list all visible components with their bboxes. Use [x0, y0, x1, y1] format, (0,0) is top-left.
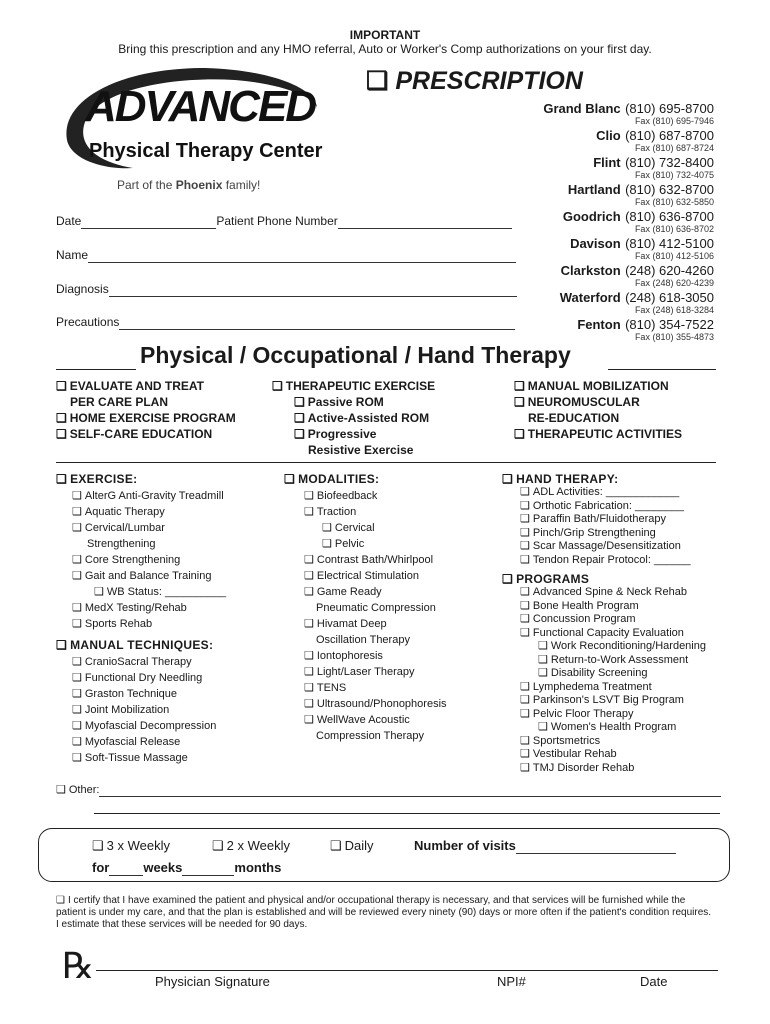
modality-item-continued: Oscillation Therapy — [316, 634, 410, 646]
manual-item[interactable]: ❑ Myofascial Release — [72, 734, 226, 750]
program-item[interactable]: ❑ Concussion Program — [520, 613, 706, 627]
therapeutic-exercise-option[interactable]: ❑ THERAPEUTIC EXERCISE — [272, 378, 435, 394]
name-row — [56, 248, 516, 263]
manual-item[interactable]: ❑ Functional Dry Needling — [72, 670, 226, 686]
physician-signature-field[interactable] — [96, 950, 496, 970]
location-item: Fenton (810) 354-7522 Fax (810) 355-4873 — [577, 317, 714, 342]
logo-tagline: Part of the Phoenix family! — [117, 178, 261, 192]
manual-techniques-heading[interactable]: ❑ MANUAL TECHNIQUES: — [56, 638, 226, 652]
patient-phone-label: Patient Phone Number — [216, 214, 338, 228]
hand-item[interactable]: ❑ Scar Massage/Desensitization — [520, 540, 706, 554]
manual-item[interactable]: ❑ Graston Technique — [72, 686, 226, 702]
modality-item-continued: Pneumatic Compression — [316, 602, 436, 614]
location-item: Goodrich (810) 636-8700 Fax (810) 636-8702 — [562, 209, 714, 234]
modality-item[interactable]: ❑ Game Ready — [304, 584, 447, 600]
other-field[interactable] — [99, 784, 721, 797]
program-item[interactable]: ❑ Vestibular Rehab — [520, 748, 706, 762]
patient-phone-field[interactable] — [338, 214, 512, 229]
hand-item[interactable]: ❑ ADL Activities: ____________ — [520, 486, 706, 500]
home-exercise-option[interactable]: ❑ HOME EXERCISE PROGRAM — [56, 410, 236, 426]
passive-rom-option[interactable]: ❑ Passive ROM — [272, 394, 435, 410]
manual-item[interactable]: ❑ Soft-Tissue Massage — [72, 750, 226, 766]
manual-item[interactable]: ❑ Joint Mobilization — [72, 702, 226, 718]
location-item: Flint (810) 732-8400 Fax (810) 732-4075 — [593, 155, 714, 180]
programs-heading[interactable]: ❑ PROGRAMS — [502, 572, 706, 586]
modality-subitem[interactable]: ❑ Pelvic — [304, 536, 447, 552]
modality-item[interactable]: ❑ Iontophoresis — [304, 648, 447, 664]
top-options-col1 — [56, 378, 236, 442]
name-label: Name — [56, 248, 89, 262]
duration-row: for weeks months — [92, 860, 282, 875]
hand-item[interactable]: ❑ Orthotic Fabrication: ________ — [520, 500, 706, 514]
exercise-item[interactable]: ❑ AlterG Anti-Gravity Treadmill — [72, 488, 226, 504]
program-item[interactable]: ❑ TMJ Disorder Rehab — [520, 762, 706, 776]
modality-item[interactable]: ❑ Light/Laser Therapy — [304, 664, 447, 680]
logo-subtitle: Physical Therapy Center — [89, 140, 323, 162]
precautions-label: Precautions — [56, 315, 120, 329]
evaluate-treat-option[interactable]: ❑ EVALUATE AND TREAT — [56, 378, 236, 394]
logo-brand: ADVANCED — [85, 82, 316, 131]
date-label: Date — [56, 214, 82, 228]
program-item[interactable]: ❑ Pelvic Floor Therapy — [520, 708, 706, 722]
visits-label: Number of visits — [414, 838, 516, 853]
modalities-heading[interactable]: ❑ MODALITIES: — [284, 472, 447, 486]
therapy-section-title: Physical / Occupational / Hand Therapy — [140, 342, 571, 368]
location-item: Davison (810) 412-5100 Fax (810) 412-5106 — [570, 236, 714, 261]
two-weekly-option[interactable]: ❑ 2 x Weekly — [212, 838, 290, 854]
modality-item[interactable]: ❑ TENS — [304, 680, 447, 696]
important-heading: IMPORTANT — [349, 28, 421, 42]
program-item[interactable]: ❑ Sportsmetrics — [520, 735, 706, 749]
wb-status-option[interactable]: ❑ WB Status: __________ — [72, 584, 226, 600]
modality-subitem[interactable]: ❑ Cervical — [304, 520, 447, 536]
location-item: Hartland (810) 632-8700 Fax (810) 632-5850 — [567, 182, 714, 207]
exercise-item-continued: Strengthening — [87, 538, 156, 550]
date-field[interactable] — [81, 214, 216, 229]
modalities-section — [284, 472, 447, 744]
location-item: Clarkston (248) 620-4260 Fax (248) 620-4239 — [560, 263, 714, 288]
certify-checkbox[interactable] — [56, 895, 68, 906]
first-day-notice: Bring this prescription and any HMO referral, Auto or Worker's Comp authorizations on your first day. — [118, 42, 652, 56]
exercise-item[interactable]: ❑ Sports Rehab — [72, 616, 226, 632]
top-options-col2 — [272, 378, 435, 458]
modality-item[interactable]: ❑ Ultrasound/Phonophoresis — [304, 696, 447, 712]
exercise-section — [56, 472, 226, 766]
npi-label: NPI# — [497, 974, 526, 989]
physician-signature-label: Physician Signature — [155, 974, 270, 989]
modality-item[interactable]: ❑ Contrast Bath/Whirlpool — [304, 552, 447, 568]
program-item[interactable]: ❑ Functional Capacity Evaluation — [520, 627, 706, 641]
program-item[interactable]: ❑ Advanced Spine & Neck Rehab — [520, 586, 706, 600]
other-checkbox[interactable]: ❑ Other: — [56, 784, 99, 796]
hand-item[interactable]: ❑ Paraffin Bath/Fluidotherapy — [520, 513, 706, 527]
prescription-title[interactable]: ❑ PRESCRIPTION — [366, 67, 583, 95]
diagnosis-row — [56, 282, 517, 297]
visits-row — [414, 838, 676, 854]
modality-item[interactable]: ❑ Traction — [304, 504, 447, 520]
resistive-exercise-text: Resistive Exercise — [308, 443, 414, 457]
exercise-item[interactable]: ❑ Core Strengthening — [72, 552, 226, 568]
weeks-field[interactable] — [109, 860, 143, 876]
location-item: Waterford (248) 618-3050 Fax (248) 618-3284 — [559, 290, 714, 315]
rx-symbol: ℞ — [62, 946, 95, 987]
date-phone-row — [56, 214, 518, 229]
modality-item[interactable]: ❑ WellWave Acoustic — [304, 712, 447, 728]
months-field[interactable] — [182, 860, 234, 876]
exercise-heading[interactable]: ❑ EXERCISE: — [56, 472, 226, 486]
therapeutic-activities-option[interactable]: ❑ THERAPEUTIC ACTIVITIES — [514, 426, 682, 442]
modality-item[interactable]: ❑ Biofeedback — [304, 488, 447, 504]
modality-item[interactable]: ❑ Electrical Stimulation — [304, 568, 447, 584]
program-subitem[interactable]: ❑ Women's Health Program — [520, 721, 706, 735]
visits-field[interactable] — [516, 838, 676, 854]
exercise-item[interactable]: ❑ Cervical/Lumbar — [72, 520, 226, 536]
three-weekly-option[interactable]: ❑ 3 x Weekly — [92, 838, 170, 854]
program-subitem[interactable]: ❑ Return-to-Work Assessment — [520, 654, 706, 668]
prescription-checkbox[interactable]: ❑ — [366, 67, 389, 95]
modality-item[interactable]: ❑ Hivamat Deep — [304, 616, 447, 632]
precautions-field[interactable] — [119, 315, 515, 330]
location-item: Grand Blanc (810) 695-8700 Fax (810) 695-7946 — [543, 101, 714, 126]
per-care-plan-text: PER CARE PLAN — [70, 395, 169, 409]
program-subitem[interactable]: ❑ Disability Screening — [520, 667, 706, 681]
re-education-text: RE-EDUCATION — [528, 411, 620, 425]
active-assisted-rom-option[interactable]: ❑ Active-Assisted ROM — [272, 410, 435, 426]
program-item[interactable]: ❑ Lymphedema Treatment — [520, 681, 706, 695]
program-item[interactable]: ❑ Parkinson's LSVT Big Program — [520, 694, 706, 708]
date-signature-label: Date — [640, 974, 668, 989]
diagnosis-label: Diagnosis — [56, 282, 109, 296]
manual-item[interactable]: ❑ Myofascial Decompression — [72, 718, 226, 734]
location-item: Clio (810) 687-8700 Fax (810) 687-8724 — [596, 128, 714, 153]
progressive-option[interactable]: ❑ Progressive — [272, 426, 435, 442]
modality-item-continued: Compression Therapy — [316, 730, 425, 742]
hand-item[interactable]: ❑ Tendon Repair Protocol: ______ — [520, 554, 706, 568]
daily-option[interactable]: ❑ Daily — [330, 838, 374, 854]
hand-therapy-section — [502, 472, 706, 775]
diagnosis-field[interactable] — [109, 282, 517, 297]
program-subitem[interactable]: ❑ Work Reconditioning/Hardening — [520, 640, 706, 654]
neuromuscular-option[interactable]: ❑ NEUROMUSCULAR — [514, 394, 682, 410]
manual-mobilization-option[interactable]: ❑ MANUAL MOBILIZATION — [514, 378, 682, 394]
hand-therapy-heading[interactable]: ❑ HAND THERAPY: — [502, 472, 706, 486]
name-field[interactable] — [88, 248, 516, 263]
precautions-row — [56, 315, 515, 330]
top-options-col3 — [514, 378, 682, 442]
company-logo — [55, 62, 335, 212]
exercise-item[interactable]: ❑ Aquatic Therapy — [72, 504, 226, 520]
manual-item[interactable]: ❑ CranioSacral Therapy — [72, 654, 226, 670]
self-care-option[interactable]: ❑ SELF-CARE EDUCATION — [56, 426, 236, 442]
hand-item[interactable]: ❑ Pinch/Grip Strengthening — [520, 527, 706, 541]
exercise-item[interactable]: ❑ MedX Testing/Rehab — [72, 600, 226, 616]
other-row — [56, 783, 721, 797]
certification-text: ❑ I certify that I have examined the patient and physical and/or occupational therapy is necessary, and that services will be furnished while the patient is under my care, and that the plan is established and will be reviewed every ninety (90) days or more often if the patient's condition requires. I estimate that these services will be needed for 90 days. — [56, 895, 716, 931]
program-item[interactable]: ❑ Bone Health Program — [520, 600, 706, 614]
exercise-item[interactable]: ❑ Gait and Balance Training — [72, 568, 226, 584]
